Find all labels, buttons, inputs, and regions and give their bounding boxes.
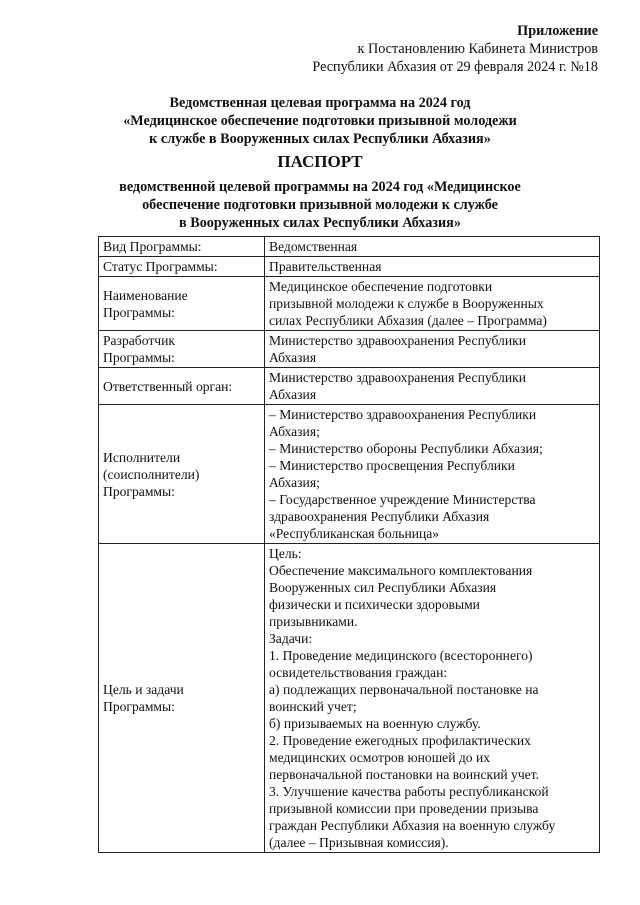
- row-value: [265, 368, 600, 405]
- value-line: Абхазия: [269, 350, 317, 365]
- label-line: Разработчик: [103, 333, 175, 348]
- value-line: – Государственное учреждение Министерства: [269, 492, 536, 507]
- appendix-line: Республики Абхазия от 29 февраля 2024 г. №18: [312, 59, 598, 75]
- label-line: Наименование: [103, 287, 188, 303]
- label-line: Программы:: [103, 483, 175, 499]
- table-row: [99, 277, 600, 331]
- row-value: [265, 277, 600, 331]
- passport-subtitle-line: в Вооруженных силах Республики Абхазия»: [179, 215, 461, 231]
- table-row: [99, 368, 600, 405]
- value-line: а) подлежащих первоначальной постановке на: [269, 682, 539, 697]
- label-line: Программы:: [103, 350, 175, 365]
- row-label: [99, 544, 265, 853]
- value-line: «Республиканская больница»: [269, 526, 440, 541]
- value-line: Министерство здравоохранения Республики: [269, 370, 526, 385]
- value-line: 2. Проведение ежегодных профилактических: [269, 733, 531, 748]
- row-label: [99, 331, 265, 368]
- passport-table: [98, 236, 600, 853]
- value-line: Абхазия;: [269, 475, 320, 490]
- value-line: – Министерство просвещения Республики: [269, 458, 515, 473]
- passport-subtitle-line: обеспечение подготовки призывной молодежи к службе: [142, 197, 498, 213]
- value-line: – Министерство здравоохранения Республики: [269, 407, 537, 422]
- row-value: Ведомственная: [265, 237, 600, 257]
- value-line: освидетельствования граждан:: [269, 665, 448, 680]
- value-line: 3. Улучшение качества работы республиканской: [269, 784, 549, 799]
- value-line: Абхазия: [269, 387, 317, 402]
- value-line: силах Республики Абхазия (далее – Программа): [269, 313, 547, 328]
- table-row: [99, 237, 600, 257]
- program-title-line: «Медицинское обеспечение подготовки призывной молодежи: [123, 113, 517, 129]
- value-line: Задачи:: [269, 631, 313, 646]
- value-line: первоначальной постановки на воинский учет.: [269, 767, 540, 782]
- value-line: призывной молодежи к службе в Вооруженных: [269, 296, 544, 311]
- value-line: здравоохранения Республики Абхазия: [269, 509, 490, 524]
- label-line: Исполнители: [103, 449, 181, 465]
- row-value: [265, 331, 600, 368]
- appendix-line: к Постановлению Кабинета Министров: [357, 41, 598, 57]
- row-value: [265, 405, 600, 544]
- value-line: Медицинское обеспечение подготовки: [269, 279, 493, 294]
- value-line: 1. Проведение медицинского (всестороннего): [269, 648, 533, 663]
- row-label: Ответственный орган:: [99, 368, 265, 405]
- table-row: [99, 331, 600, 368]
- value-line: медицинских осмотров юношей до их: [269, 750, 491, 765]
- appendix-header: [312, 22, 598, 76]
- passport-subtitle-line: ведомственной целевой программы на 2024 год «Медицинское: [119, 179, 521, 195]
- label-line: Программы:: [103, 699, 175, 714]
- value-line: физически и психически здоровыми: [269, 597, 480, 612]
- value-line: (далее – Призывная комиссия).: [269, 835, 449, 850]
- label-line: (соисполнители): [103, 466, 200, 482]
- program-title: [60, 94, 580, 148]
- value-line: Вооруженных сил Республики Абхазия: [269, 580, 497, 595]
- table-row: [99, 544, 600, 853]
- value-line: граждан Республики Абхазия на военную службу: [269, 818, 556, 833]
- value-line: Министерство здравоохранения Республики: [269, 333, 526, 348]
- program-title-line: к службе в Вооруженных силах Республики Абхазия»: [149, 131, 491, 147]
- row-label: Вид Программы:: [99, 237, 265, 257]
- value-line: – Министерство обороны Республики Абхазия;: [269, 441, 543, 456]
- passport-subtitle: [60, 178, 580, 232]
- label-line: Программы:: [103, 304, 175, 320]
- passport-title: ПАСПОРТ: [277, 152, 363, 171]
- value-line: призывной комиссии при проведении призыва: [269, 801, 539, 816]
- value-line: воинский учет;: [269, 699, 357, 714]
- program-title-line: Ведомственная целевая программа на 2024 год: [169, 95, 471, 111]
- value-line: призывниками.: [269, 614, 358, 629]
- appendix-title: Приложение: [517, 23, 598, 39]
- value-line: Цель:: [269, 546, 302, 561]
- table-row: [99, 257, 600, 277]
- row-label: [99, 405, 265, 544]
- table-row: [99, 405, 600, 544]
- value-line: Обеспечение максимального комплектования: [269, 563, 533, 578]
- row-value: [265, 544, 600, 853]
- value-line: Абхазия;: [269, 424, 320, 439]
- row-value: Правительственная: [265, 257, 600, 277]
- row-label: Статус Программы:: [99, 257, 265, 277]
- value-line: б) призываемых на военную службу.: [269, 716, 481, 731]
- label-line: Цель и задачи: [103, 682, 184, 697]
- row-label: [99, 277, 265, 331]
